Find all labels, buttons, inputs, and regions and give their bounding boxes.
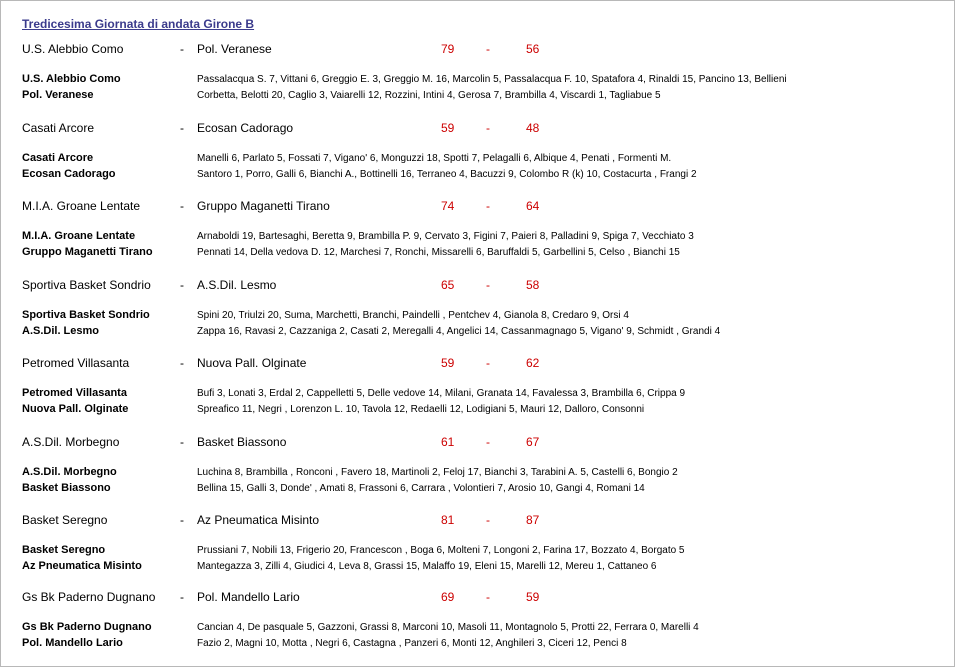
away-team-name: Ecosan Cadorago [197,121,294,135]
team-separator: - [180,513,184,527]
home-score: 74 [441,199,455,213]
away-score: 59 [526,590,540,604]
match-result-row [0,435,955,451]
away-score: 87 [526,513,540,527]
team-separator: - [180,42,184,56]
away-roster-team: A.S.Dil. Lesmo [22,325,100,337]
away-score: 62 [526,356,540,370]
away-roster-team: Basket Biassono [22,482,111,494]
home-roster-players: Prussiani 7, Nobili 13, Frigerio 20, Francescon , Boga 6, Molteni 7, Longoni 2, Farina 17, Bozzato 4, Borgato 5 [197,545,685,556]
home-roster-row [0,544,955,558]
away-roster-players: Pennati 14, Della vedova D. 12, Marchesi 7, Ronchi, Missarelli 6, Baruffaldi 5, Garbellini 5, Celso , Bianchi 15 [197,247,680,258]
away-roster-team: Pol. Mandello Lario [22,637,123,649]
away-roster-row [0,482,955,496]
away-score: 64 [526,199,540,213]
home-team-name: Basket Seregno [22,513,108,527]
home-roster-team: Sportiva Basket Sondrio [22,309,150,321]
page-title: Tredicesima Giornata di andata Girone B [22,17,255,31]
away-roster-team: Gruppo Maganetti Tirano [22,246,153,258]
away-roster-row [0,403,955,417]
home-roster-team: Gs Bk Paderno Dugnano [22,621,152,633]
home-roster-players: Cancian 4, De pasquale 5, Gazzoni, Grassi 8, Marconi 10, Masoli 11, Montagnolo 5, Protti 22, Ferrara 0, Marelli 4 [197,622,699,633]
home-score: 59 [441,121,455,135]
away-roster-team: Pol. Veranese [22,89,94,101]
home-roster-row [0,152,955,166]
home-roster-team: Petromed Villasanta [22,387,127,399]
home-roster-players: Passalacqua S. 7, Vittani 6, Greggio E. 3, Greggio M. 16, Marcolin 5, Passalacqua F. 10, Spatafora 4, Rinaldi 15, Pancino 13, Bellieni [197,74,787,85]
away-team-name: Az Pneumatica Misinto [197,513,320,527]
match-result-row [0,278,955,294]
team-separator: - [180,435,184,449]
match-result-row [0,121,955,137]
away-roster-row [0,560,955,574]
away-team-name: A.S.Dil. Lesmo [197,278,277,292]
home-roster-team: Casati Arcore [22,152,94,164]
team-separator: - [180,590,184,604]
away-roster-players: Spreafico 11, Negri , Lorenzon L. 10, Tavola 12, Redaelli 12, Lodigiani 5, Mauri 12, Dalloro, Consonni [197,404,645,415]
away-team-name: Basket Biassono [197,435,287,449]
home-team-name: A.S.Dil. Morbegno [22,435,120,449]
away-roster-players: Corbetta, Belotti 20, Caglio 3, Vaiarelli 12, Rozzini, Intini 4, Gerosa 7, Brambilla 4, Viscardi 1, Tagliabue 5 [197,90,661,101]
match-result-row [0,590,955,606]
score-separator: - [486,199,490,213]
away-team-name: Pol. Veranese [197,42,272,56]
home-roster-team: U.S. Alebbio Como [22,73,121,85]
home-roster-row [0,621,955,635]
away-team-name: Nuova Pall. Olginate [197,356,307,370]
home-roster-row [0,466,955,480]
team-separator: - [180,121,184,135]
match-result-row [0,199,955,215]
home-roster-players: Luchina 8, Brambilla , Ronconi , Favero 18, Martinoli 2, Feloj 17, Bianchi 3, Tarabini A. 5, Castelli 6, Bongio 2 [197,467,678,478]
home-team-name: Sportiva Basket Sondrio [22,278,151,292]
home-score: 69 [441,590,455,604]
home-score: 61 [441,435,455,449]
home-roster-row [0,309,955,323]
away-score: 67 [526,435,540,449]
score-separator: - [486,356,490,370]
home-roster-players: Arnaboldi 19, Bartesaghi, Beretta 9, Brambilla P. 9, Cervato 3, Figini 7, Paieri 8, Palladini 9, Spiga 7, Vecchiato 3 [197,231,694,242]
home-team-name: Petromed Villasanta [22,356,130,370]
away-roster-players: Zappa 16, Ravasi 2, Cazzaniga 2, Casati 2, Meregalli 4, Angelici 14, Cassanmagnago 5, Vigano' 9, Schmidt , Grandi 4 [197,326,721,337]
away-score: 58 [526,278,540,292]
away-team-name: Pol. Mandello Lario [197,590,300,604]
home-team-name: M.I.A. Groane Lentate [22,199,141,213]
away-roster-row [0,325,955,339]
away-team-name: Gruppo Maganetti Tirano [197,199,330,213]
away-roster-team: Nuova Pall. Olginate [22,403,129,415]
team-separator: - [180,199,184,213]
home-roster-team: A.S.Dil. Morbegno [22,466,117,478]
away-roster-players: Fazio 2, Magni 10, Motta , Negri 6, Castagna , Panzeri 6, Monti 12, Anghileri 3, Ciceri 12, Penci 8 [197,638,627,649]
away-roster-row [0,637,955,651]
home-score: 59 [441,356,455,370]
away-roster-row [0,89,955,103]
home-score: 79 [441,42,455,56]
away-roster-players: Santoro 1, Porro, Galli 6, Bianchi A., Bottinelli 16, Terraneo 4, Bacuzzi 9, Colombo R (k) 10, Costacurta , Frangi 2 [197,169,697,180]
score-separator: - [486,42,490,56]
home-roster-team: M.I.A. Groane Lentate [22,230,136,242]
team-separator: - [180,278,184,292]
away-roster-players: Mantegazza 3, Zilli 4, Giudici 4, Leva 8, Grassi 15, Malaffo 19, Eleni 15, Marelli 12, Mereu 1, Cattaneo 6 [197,561,657,572]
match-result-row [0,42,955,58]
away-roster-players: Bellina 15, Galli 3, Donde' , Amati 8, Frassoni 6, Carrara , Volontieri 7, Arosio 10, Gangi 4, Romani 14 [197,483,645,494]
away-roster-row [0,168,955,182]
home-roster-row [0,230,955,244]
home-roster-row [0,73,955,87]
home-roster-players: Manelli 6, Parlato 5, Fossati 7, Vigano' 6, Monguzzi 18, Spotti 7, Pelagalli 6, Albique 4, Penati , Formenti M. [197,153,672,164]
away-score: 56 [526,42,540,56]
team-separator: - [180,356,184,370]
away-roster-row [0,246,955,260]
score-separator: - [486,513,490,527]
match-result-row [0,513,955,529]
away-score: 48 [526,121,540,135]
away-roster-team: Az Pneumatica Misinto [22,560,142,572]
score-separator: - [486,121,490,135]
score-separator: - [486,590,490,604]
home-team-name: U.S. Alebbio Como [22,42,124,56]
home-roster-team: Basket Seregno [22,544,106,556]
score-separator: - [486,278,490,292]
home-score: 81 [441,513,455,527]
home-team-name: Casati Arcore [22,121,95,135]
home-roster-row [0,387,955,401]
home-team-name: Gs Bk Paderno Dugnano [22,590,156,604]
match-result-row [0,356,955,372]
home-score: 65 [441,278,455,292]
home-roster-players: Spini 20, Triulzi 20, Suma, Marchetti, Branchi, Paindelli , Pentchev 4, Gianola 8, Credaro 9, Orsi 4 [197,310,629,321]
home-roster-players: Bufi 3, Lonati 3, Erdal 2, Cappelletti 5, Delle vedove 14, Milani, Granata 14, Favalessa 3, Brambilla 6, Crippa 9 [197,388,686,399]
away-roster-team: Ecosan Cadorago [22,168,116,180]
score-separator: - [486,435,490,449]
